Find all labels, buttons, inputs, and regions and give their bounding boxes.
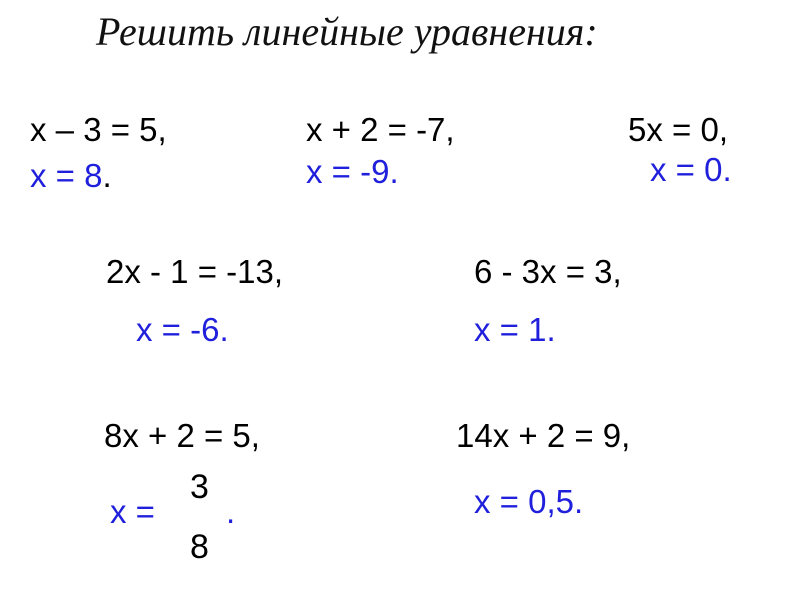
- answer-3: x = 0.: [650, 151, 732, 188]
- answer-6-numerator: 3: [190, 468, 209, 506]
- answer-1: [30, 158, 112, 194]
- answer-5: x = 1.: [474, 311, 556, 348]
- equation-4: 2x - 1 = -13,: [106, 253, 284, 290]
- answer-6-period: .: [226, 493, 236, 530]
- page-title: Решить линейные уравнения:: [96, 9, 598, 54]
- equation-2: x + 2 = -7,: [306, 111, 455, 148]
- answer-6-prefix: x =: [110, 493, 155, 530]
- answer-1-period: .: [102, 157, 112, 194]
- answer-6-denominator: 8: [190, 528, 209, 566]
- equation-3: 5x = 0,: [628, 111, 728, 148]
- equation-7: 14x + 2 = 9,: [456, 417, 631, 454]
- answer-7: x = 0,5.: [474, 483, 584, 520]
- equation-1: x – 3 = 5,: [30, 111, 167, 148]
- answer-1-text: x = 8: [30, 157, 103, 194]
- answer-4: x = -6.: [136, 311, 229, 348]
- equation-6: 8x + 2 = 5,: [104, 417, 260, 454]
- answer-2: x = -9.: [306, 153, 399, 190]
- equation-5: 6 - 3x = 3,: [474, 253, 622, 290]
